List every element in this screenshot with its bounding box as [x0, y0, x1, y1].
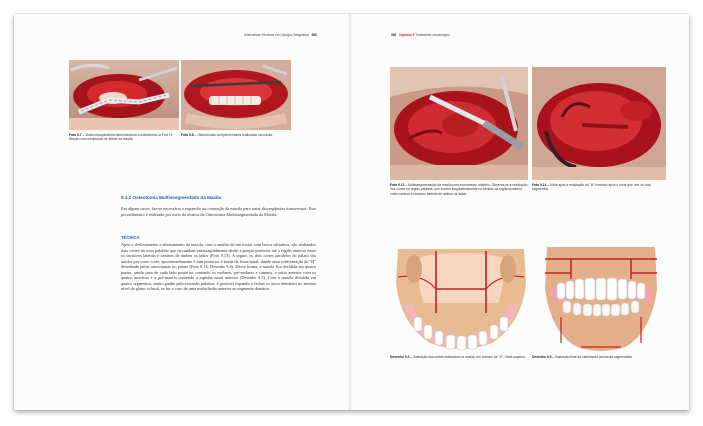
section-title: 9.3.2 Osteotomia Multissegmentada da Maxila: [121, 195, 222, 200]
caption-photo-9-13: [390, 183, 528, 196]
technique-paragraph: Após o deslocamento e abaixamento da maxila, com o auxílio de um motor com broca cilíndrica, são realizados dois cortes no osso palatino que circundam parassagitalmente desde a porção posterior até a região anterior entre os incisivos laterais e caninos de ambos os lados (Foto 9.13). A seguir, os dois cortes paralelos do palato são unidos por outro corte, aproximadamente 5 mm posterior à borda da fossa nasal, dando uma conformação de "H" desenhado pelas osteotomias no palato (Foto 9.14; Desenho 9.4). Dessa forma, a maxila fica dividida em quatro partes, sendo uma de cada lado posterior contendo os molares, pré-molares e caninos, e outra anterior com os quatro incisivos e a pré-maxila contendo a espinha nasal anterior (Desenho 9.5). Com a maxila dividida em quatro segmentos, muito ganho pela extensão palatina, é possível expandir e fechar os arcos dentários no mesmo nível do plano oclusal, se for o caso de uma maloclusão anterior ao segmento dentário.: [121, 242, 316, 291]
caption-text: Vista após a realização do "H" formado após o corte que une os dois segmentos.: [532, 183, 651, 192]
surgical-photo-9-8: [181, 60, 291, 130]
surgical-photo-9-7: [69, 60, 179, 130]
caption-text: Ilustração dos cortes realizados na maxila, em formato de "H". Vista superior.: [413, 355, 526, 359]
maxilla-front-view-drawing: [541, 243, 661, 353]
surgical-photo-9-13: [390, 67, 528, 180]
caption-text: Osteotomias complementares realizadas na maxila.: [197, 133, 273, 137]
left-running-title: Alternativas Técnicas em Cirurgia Ortognática: [244, 33, 309, 37]
left-running-header: [244, 33, 317, 37]
caption-drawing-9-4: [390, 355, 528, 359]
left-page: [14, 14, 351, 410]
surgical-photo-9-8-image: [181, 60, 291, 130]
left-page-number: 000: [311, 33, 317, 37]
caption-label: Desenho 9.5 –: [532, 355, 555, 359]
maxilla-top-view-drawing-image: [392, 243, 530, 353]
caption-label: Foto 9.14 –: [532, 183, 550, 187]
caption-label: Foto 9.13 –: [390, 183, 408, 187]
chapter-title: Tratamento ortocirúrgico: [415, 33, 450, 37]
surgical-photo-9-14-image: [532, 67, 666, 180]
caption-photo-9-14: [532, 183, 666, 192]
surgical-photo-9-7-image: [69, 60, 179, 130]
chapter-label: Capítulo 9: [399, 33, 415, 37]
caption-label: Foto 9.8 –: [181, 133, 197, 137]
maxilla-front-view-drawing-image: [541, 243, 661, 353]
caption-photo-9-7: [69, 133, 179, 142]
book-spread: [14, 14, 689, 410]
technique-subhead: TÉCNICA: [121, 235, 140, 240]
caption-drawing-9-5: [532, 355, 666, 359]
caption-text: Ilustração final da osteotomia da maxila segmentada.: [555, 355, 633, 359]
maxilla-top-view-drawing: [392, 243, 530, 353]
right-running-header: [391, 33, 450, 37]
caption-label: Foto 9.7 –: [69, 133, 85, 137]
caption-photo-9-8: [181, 133, 291, 137]
caption-label: Desenho 9.4 –: [390, 355, 413, 359]
right-page: [351, 14, 689, 410]
intro-paragraph: Em alguns casos, faz-se necessária a expansão ou contração da maxila para tratar discrepâncias transversais. Este procedimento é realizado por meio da técnica da Osteotomia Multissegmentada da Maxila.: [121, 206, 316, 217]
right-page-number: 000: [391, 33, 397, 37]
caption-text: Vista intraoperatória demonstrando a osteotomia Le Fort I e fixação com miniplacas de titânio na maxila.: [69, 133, 173, 142]
surgical-photo-9-13-image: [390, 67, 528, 180]
caption-text: Multissegmentação da maxila com instrumento rotatório. Observa-se a realização dos cortes na região palatina, que correm longitudinalmente no sentido da região posterior entre caninos e incisivos laterais de ambos os lados.: [390, 183, 528, 196]
surgical-photo-9-14: [532, 67, 666, 180]
